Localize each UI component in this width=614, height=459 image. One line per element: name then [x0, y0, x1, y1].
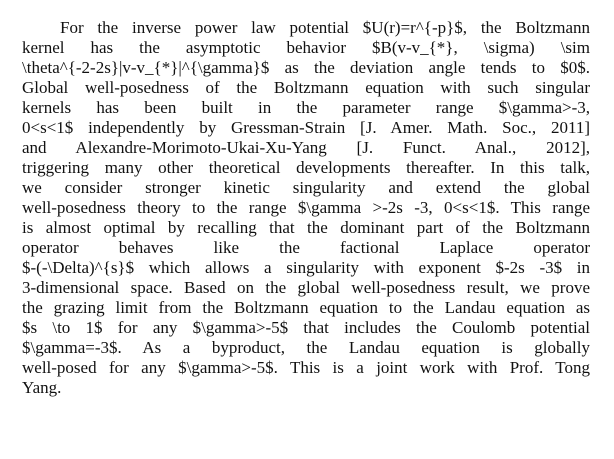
abstract-paragraph: [22, 18, 590, 398]
abstract-line-11: is almost optimal by recalling that the dominant part of the Boltzmann: [22, 218, 590, 237]
abstract-line-9: we consider stronger kinetic singularity and extend the global: [22, 178, 590, 197]
abstract-line-1: For the inverse power law potential $U(r)=r^{-p}$, the Boltzmann: [60, 18, 590, 37]
abstract-line-14: 3-dimensional space. Based on the global well-posedness result, we prove: [22, 278, 590, 297]
abstract-line-2: kernel has the asymptotic behavior $B(v-v_{*}, \sigma) \sim: [22, 38, 590, 57]
abstract-line-8: triggering many other theoretical developments thereafter. In this talk,: [22, 158, 590, 177]
abstract-line-5: kernels has been built in the parameter range $\gamma>-3,: [22, 98, 590, 117]
abstract-line-13: $-(-\Delta)^{s}$ which allows a singularity with exponent $-2s -3$ in: [22, 258, 590, 277]
abstract-line-4: Global well-posedness of the Boltzmann equation with such singular: [22, 78, 590, 97]
abstract-line-10: well-posedness theory to the range $\gamma >-2s -3, 0<s<1$. This range: [22, 198, 590, 217]
abstract-line-16: $s \to 1$ for any $\gamma>-5$ that includes the Coulomb potential: [22, 318, 590, 337]
abstract-line-17: $\gamma=-3$. As a byproduct, the Landau equation is globally: [22, 338, 590, 357]
abstract-line-19: Yang.: [22, 378, 62, 397]
abstract-line-12: operator behaves like the factional Laplace operator: [22, 238, 590, 257]
abstract-line-18: well-posed for any $\gamma>-5$. This is a joint work with Prof. Tong: [22, 358, 590, 377]
abstract-line-6: 0<s<1$ independently by Gressman-Strain [J. Amer. Math. Soc., 2011]: [22, 118, 590, 137]
abstract-line-7: and Alexandre-Morimoto-Ukai-Xu-Yang [J. Funct. Anal., 2012],: [22, 138, 590, 157]
abstract-line-3: \theta^{-2-2s}|v-v_{*}|^{\gamma}$ as the deviation angle tends to $0$.: [22, 58, 590, 77]
abstract-line-15: the grazing limit from the Boltzmann equation to the Landau equation as: [22, 298, 590, 317]
